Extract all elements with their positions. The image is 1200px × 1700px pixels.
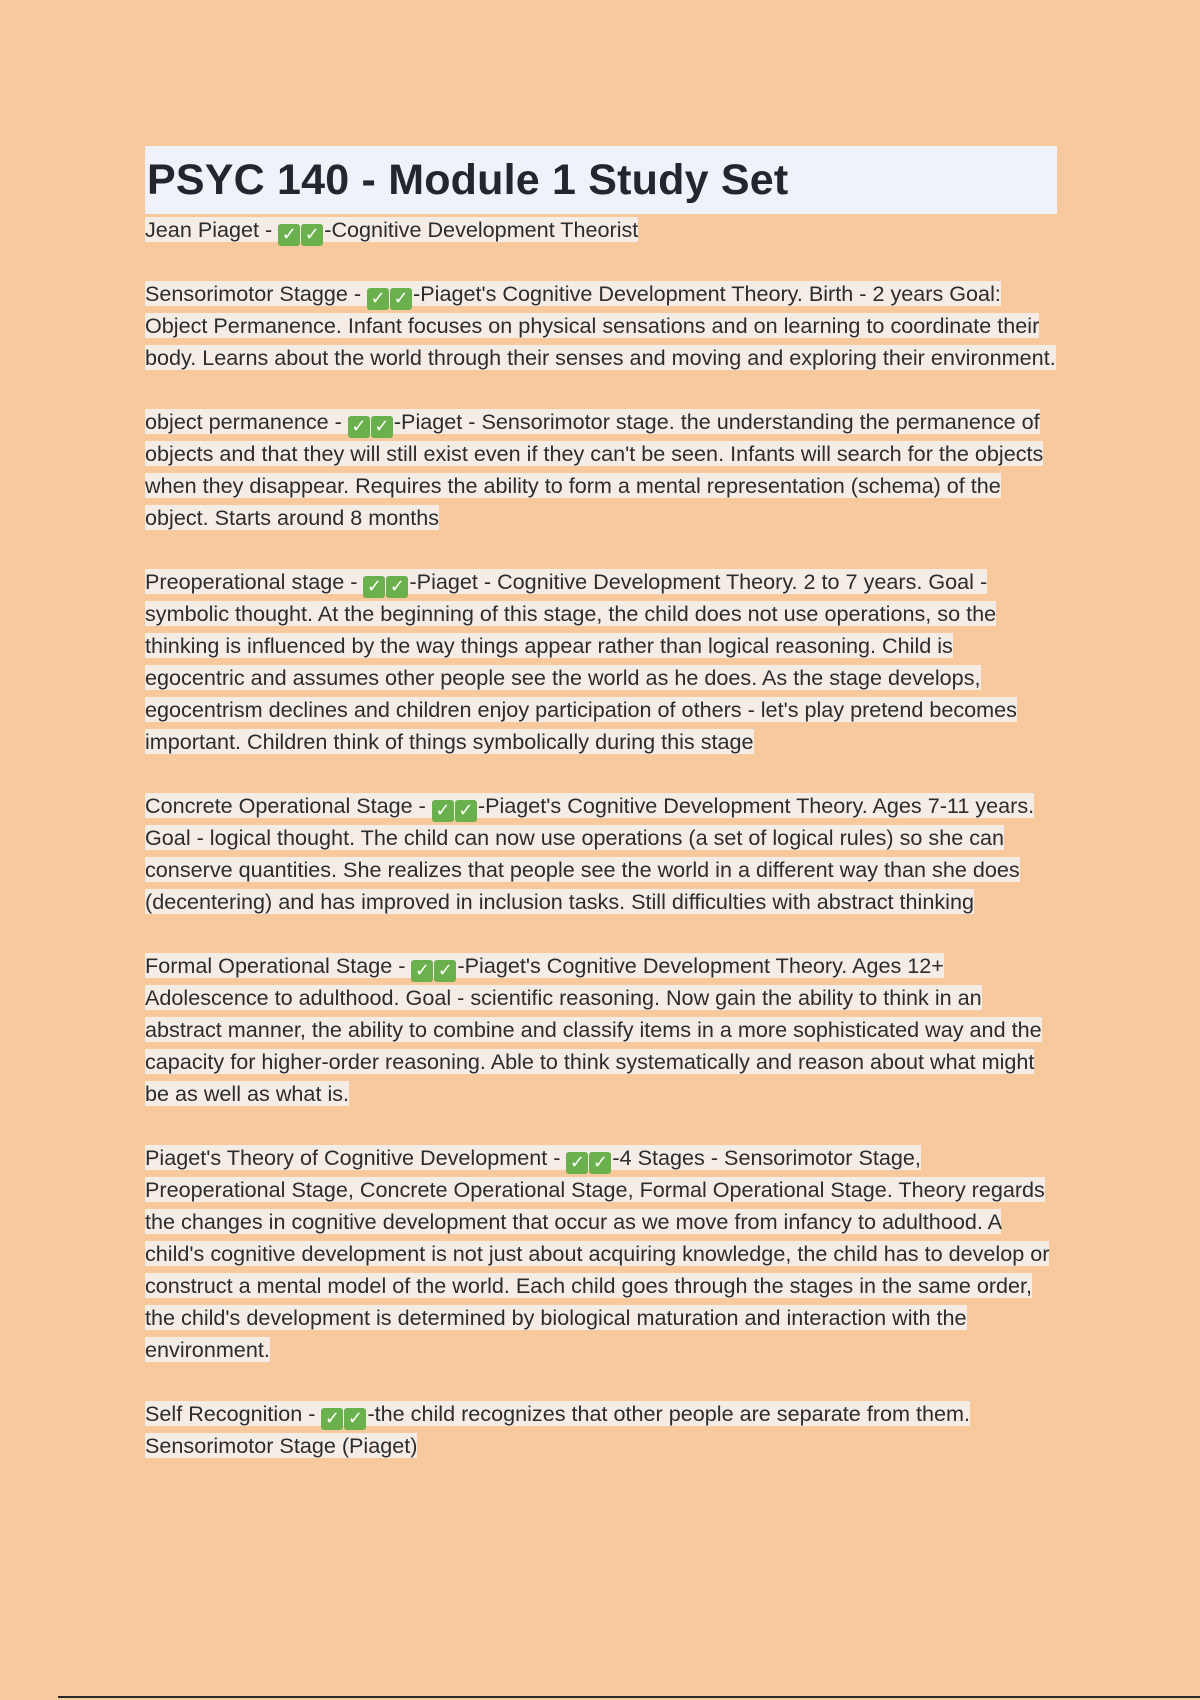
entry-self-recognition [145,1398,1057,1462]
check-mark-icon: ✓ [301,224,323,246]
entry-highlight [145,281,1056,370]
entry-highlight [145,1145,1049,1362]
entry-preoperational-stage [145,566,1057,758]
entry-definition: -4 Stages - Sensorimotor Stage, Preoperational Stage, Concrete Operational Stage, Formal Operational Stage. Theory regards the changes in cognitive development that occur as we move from infancy to adulthood. A child's cognitive development is not just about acquiring knowledge, the child has to develop or construct a mental model of the world. Each child goes through the stages in the same order, the child's development is determined by biological maturation and interaction with the environment. [145,1145,1050,1362]
entry-concrete-operational-stage [145,790,1057,918]
entry-highlight [145,217,639,245]
check-mark-icon: ✓ [390,288,412,310]
entry-highlight [145,953,1042,1106]
entry-term: Formal Operational Stage - [145,953,412,978]
document-title: PSYC 140 - Module 1 Study Set [147,155,789,204]
entry-definition: -Cognitive Development Theorist [324,217,639,242]
check-mark-icon: ✓ [321,1408,343,1430]
check-mark-icon: ✓ [348,416,370,438]
check-mark-icon: ✓ [566,1152,588,1174]
check-mark-icon: ✓ [371,416,393,438]
entry-highlight [145,1401,970,1458]
check-mark-icon: ✓ [278,224,300,246]
check-mark-icon: ✓ [589,1152,611,1174]
entry-sensorimotor-stage [145,278,1057,374]
entry-highlight [145,409,1043,530]
check-mark-icon: ✓ [363,576,385,598]
entry-term: Sensorimotor Stagge - [145,281,368,306]
entry-definition: -Piaget - Sensorimotor stage. the understanding the permanence of objects and that they will still exist even if they can't be seen. Infants will search for the objects when they disappear. Requires the ability to form a mental representation (schema) of the object. Starts around 8 months [145,409,1044,530]
check-mark-icon: ✓ [367,288,389,310]
entry-term: Self Recognition - [145,1401,322,1426]
footer-divider [58,1696,1200,1698]
entry-term: Concrete Operational Stage - [145,793,432,818]
check-mark-icon: ✓ [432,800,454,822]
entry-highlight [145,793,1034,914]
entry-definition: -Piaget - Cognitive Development Theory. 2 to 7 years. Goal - symbolic thought. At the beginning of this stage, the child does not use operations, so the thinking is influenced by the way things appear rather than logical reasoning. Child is egocentric and assumes other people see the world as he does. As the stage develops, egocentrism declines and children enjoy participation of others - let's play pretend becomes important. Children think of things symbolically during this stage [145,569,1017,754]
entry-term: object permanence - [145,409,348,434]
entry-term: Piaget's Theory of Cognitive Development - [145,1145,567,1170]
entry-definition: -the child recognizes that other people are separate from them. Sensorimotor Stage (Piaget) [145,1401,971,1458]
check-mark-icon: ✓ [455,800,477,822]
check-mark-icon: ✓ [411,960,433,982]
entry-object-permanence [145,406,1057,534]
entries-list [145,214,1057,1462]
entry-definition: -Piaget's Cognitive Development Theory. Ages 12+ Adolescence to adulthood. Goal - scientific reasoning. Now gain the ability to think in an abstract manner, the ability to combine and classify items in a more sophisticated way and the capacity for higher-order reasoning. Able to think systematically and reason about what might be as well as what is. [145,953,1042,1106]
entry-term: Jean Piaget - [145,217,279,242]
title-band [145,146,1057,214]
check-mark-icon: ✓ [434,960,456,982]
entry-definition: -Piaget's Cognitive Development Theory. Birth - 2 years Goal: Object Permanence. Infant focuses on physical sensations and on learning to coordinate their body. Learns about the world through their senses and moving and exploring their environment. [145,281,1056,370]
document-page [145,146,1057,1494]
entry-definition: -Piaget's Cognitive Development Theory. Ages 7-11 years. Goal - logical thought. The child can now use operations (a set of logical rules) so she can conserve quantities. She realizes that people see the world in a different way than she does (decentering) and has improved in inclusion tasks. Still difficulties with abstract thinking [145,793,1035,914]
entry-jean-piaget [145,214,1057,246]
check-mark-icon: ✓ [386,576,408,598]
entry-highlight [145,569,1017,754]
check-mark-icon: ✓ [344,1408,366,1430]
entry-piaget-theory [145,1142,1057,1366]
entry-term: Preoperational stage - [145,569,364,594]
entry-formal-operational-stage [145,950,1057,1110]
